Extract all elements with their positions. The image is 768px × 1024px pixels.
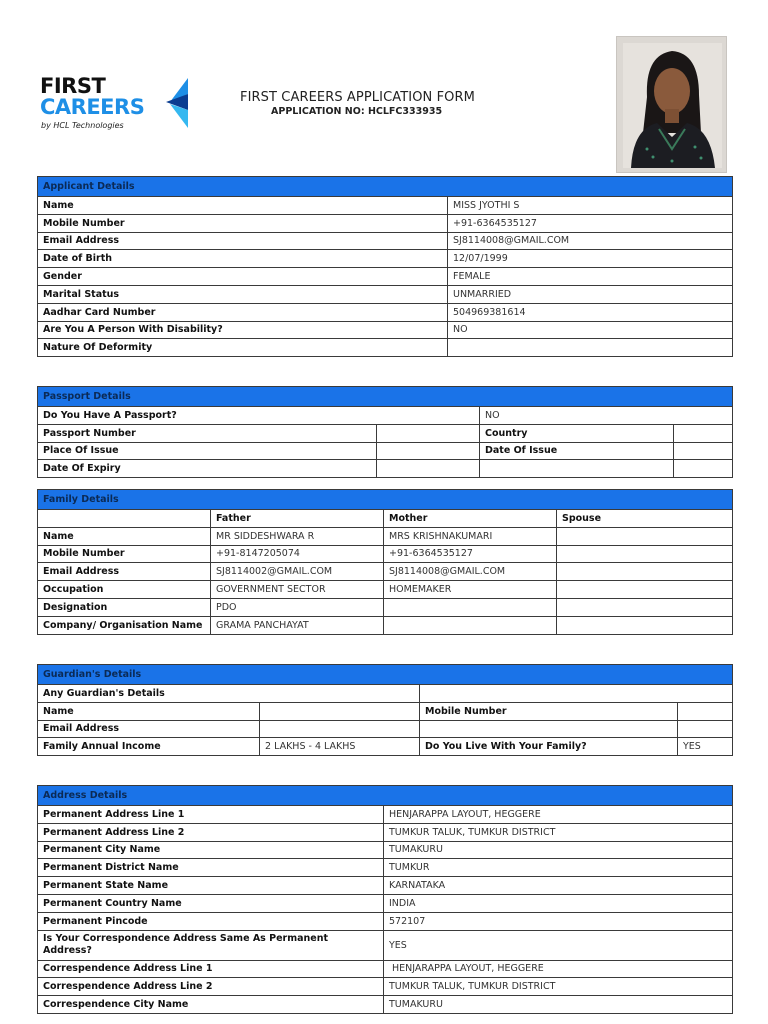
address-row-label: Correspendence City Name [38,996,384,1014]
address-row-label: Permanent Address Line 1 [38,806,384,824]
passport-place-label: Place Of Issue [38,442,377,460]
applicant-portrait-image [617,37,727,173]
family-mother-value: SJ8114008@GMAIL.COM [384,563,557,581]
family-mother-value: +91-6364535127 [384,545,557,563]
address-row-value: TUMKUR TALUK, TUMKUR DISTRICT [384,823,733,841]
family-father-value: +91-8147205074 [211,545,384,563]
guardian-any-value [420,685,733,703]
applicant-name-value: MISS JYOTHI S [448,197,733,215]
applicant-gender-label: Gender [38,268,448,286]
guardian-live-label: Do You Live With Your Family? [420,738,678,756]
address-row-label: Permanent District Name [38,859,384,877]
address-details-table [37,785,733,1014]
address-row-value: KARNATAKA [384,877,733,895]
passport-country-value [674,424,733,442]
guardian-empty-cell [420,720,678,738]
passport-date-issue-value [674,442,733,460]
applicant-email-value: SJ8114008@GMAIL.COM [448,232,733,250]
guardian-income-value: 2 LAKHS - 4 LAKHS [260,738,420,756]
applicant-marital-label: Marital Status [38,285,448,303]
address-row-label: Correspendence Address Line 1 [38,960,384,978]
logo-careers-text: CAREERS [40,95,145,119]
applicant-email-label: Email Address [38,232,448,250]
family-col-father: Father [211,510,384,528]
address-row-value: TUMAKURU [384,996,733,1014]
passport-details-table [37,386,733,478]
passport-number-label: Passport Number [38,424,377,442]
family-mother-value [384,616,557,634]
family-row-label: Company/ Organisation Name [38,616,211,634]
address-row-value: YES [384,930,733,960]
address-row-value: HENJARAPPA LAYOUT, HEGGERE [384,806,733,824]
family-details-table [37,489,733,635]
guardian-mobile-label: Mobile Number [420,702,678,720]
first-careers-logo [40,76,190,134]
family-spouse-value [557,563,733,581]
passport-have-value: NO [480,407,733,425]
family-father-value: MR SIDDESHWARA R [211,527,384,545]
family-spouse-value [557,527,733,545]
address-row-label: Permanent State Name [38,877,384,895]
family-row-label: Email Address [38,563,211,581]
applicant-mobile-label: Mobile Number [38,214,448,232]
guardian-income-label: Family Annual Income [38,738,260,756]
guardian-email-value [260,720,420,738]
passport-expiry-label: Date Of Expiry [38,460,377,478]
logo-first-text: FIRST [40,74,106,98]
applicant-deformity-value [448,339,733,357]
family-spouse-value [557,581,733,599]
application-number [271,106,442,117]
address-row-label: Correspendence Address Line 2 [38,978,384,996]
guardian-name-label: Name [38,702,260,720]
guardian-name-value [260,702,420,720]
family-col-mother: Mother [384,510,557,528]
passport-expiry-value [377,460,480,478]
family-row-label: Name [38,527,211,545]
family-mother-value: MRS KRISHNAKUMARI [384,527,557,545]
family-spouse-value [557,616,733,634]
applicant-gender-value: FEMALE [448,268,733,286]
address-row-label: Permanent Pincode [38,912,384,930]
family-spouse-value [557,545,733,563]
applicant-name-label: Name [38,197,448,215]
address-details-header: Address Details [38,786,733,806]
family-row-label: Occupation [38,581,211,599]
family-father-value: PDO [211,598,384,616]
passport-empty-cell [674,460,733,478]
guardian-details-header: Guardian's Details [38,665,733,685]
passport-have-label: Do You Have A Passport? [38,407,480,425]
family-col-empty [38,510,211,528]
family-father-value: GRAMA PANCHAYAT [211,616,384,634]
family-row-label: Designation [38,598,211,616]
family-father-value: GOVERNMENT SECTOR [211,581,384,599]
guardian-empty-cell [678,720,733,738]
address-row-label: Permanent City Name [38,841,384,859]
address-row-value: 572107 [384,912,733,930]
application-number-value: HCLFC333935 [367,106,443,117]
applicant-dob-label: Date of Birth [38,250,448,268]
address-row-value: TUMKUR TALUK, TUMKUR DISTRICT [384,978,733,996]
address-row-value: TUMKUR [384,859,733,877]
passport-date-issue-label: Date Of Issue [480,442,674,460]
family-spouse-value [557,598,733,616]
address-row-label: Permanent Address Line 2 [38,823,384,841]
family-mother-value [384,598,557,616]
guardian-any-label: Any Guardian's Details [38,685,420,703]
guardian-live-value: YES [678,738,733,756]
applicant-details-header: Applicant Details [38,177,733,197]
address-row-value: HENJARAPPA LAYOUT, HEGGERE [384,960,733,978]
applicant-disability-label: Are You A Person With Disability? [38,321,448,339]
applicant-aadhar-value: 504969381614 [448,303,733,321]
passport-number-value [377,424,480,442]
applicant-disability-value: NO [448,321,733,339]
passport-place-value [377,442,480,460]
family-col-spouse: Spouse [557,510,733,528]
address-row-value: TUMAKURU [384,841,733,859]
address-row-label: Permanent Country Name [38,894,384,912]
family-father-value: SJ8114002@GMAIL.COM [211,563,384,581]
applicant-marital-value: UNMARRIED [448,285,733,303]
applicant-deformity-label: Nature Of Deformity [38,339,448,357]
application-number-label: APPLICATION NO: [271,106,365,117]
passport-details-header: Passport Details [38,387,733,407]
applicant-dob-value: 12/07/1999 [448,250,733,268]
guardian-mobile-value [678,702,733,720]
logo-chevron-icon [166,78,188,128]
logo-by-text: by HCL Technologies [41,121,124,130]
applicant-photo [616,36,727,173]
passport-country-label: Country [480,424,674,442]
family-details-header: Family Details [38,490,733,510]
guardian-details-table [37,664,733,756]
passport-empty-cell [480,460,674,478]
address-row-value: INDIA [384,894,733,912]
form-title: FIRST CAREERS APPLICATION FORM [240,90,475,105]
family-row-label: Mobile Number [38,545,211,563]
applicant-mobile-value: +91-6364535127 [448,214,733,232]
address-row-label: Is Your Correspondence Address Same As Permanent Address? [38,930,384,960]
applicant-details-table [37,176,733,357]
family-mother-value: HOMEMAKER [384,581,557,599]
applicant-aadhar-label: Aadhar Card Number [38,303,448,321]
guardian-email-label: Email Address [38,720,260,738]
